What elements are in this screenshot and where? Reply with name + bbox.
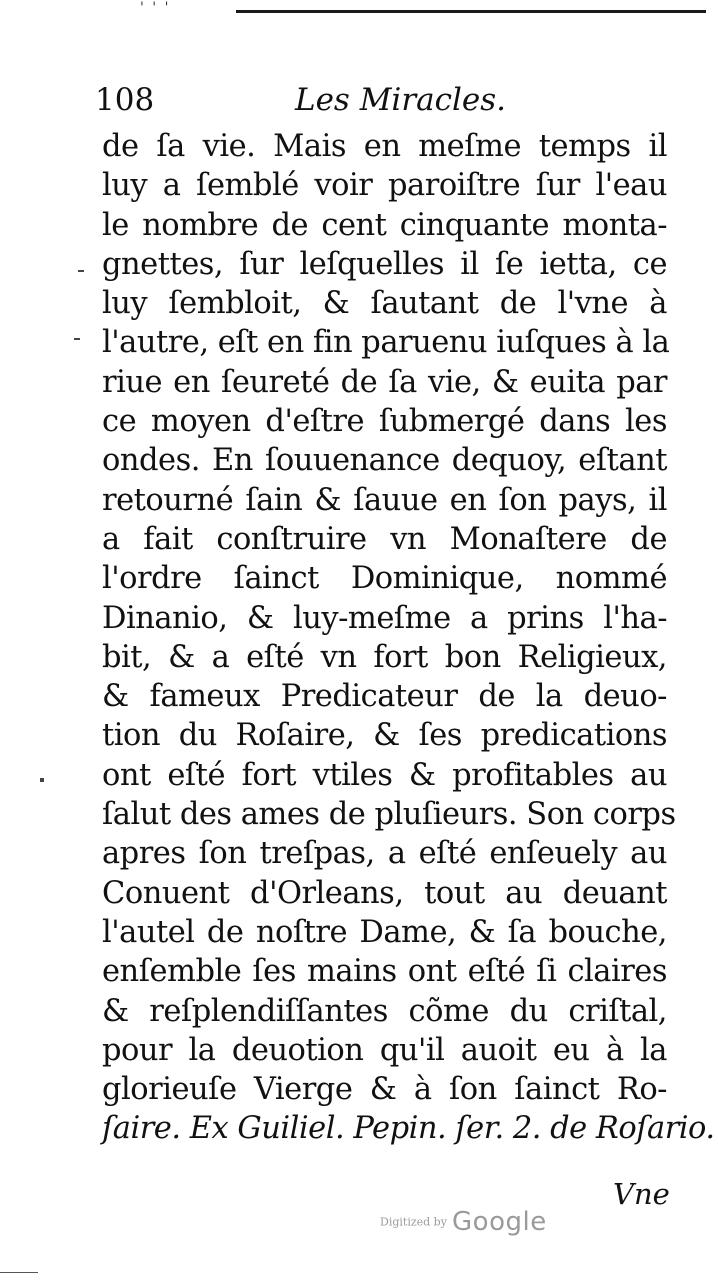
body-text bbox=[102, 127, 715, 1149]
text-line: ondes. En ſouuenance dequoy, eſtant bbox=[102, 443, 667, 479]
text-line: l'ordre ſainct Dominique, nommé bbox=[102, 561, 667, 597]
text-line: a fait conſtruire vn Monaſtere de bbox=[102, 521, 667, 557]
text-line: enſemble ſes mains ont eſté ſi claires bbox=[102, 954, 667, 990]
text-line: Dinanio, & luy-meſme a prins l'ha- bbox=[102, 600, 667, 636]
text-line: & fameux Predicateur de la deuo- bbox=[102, 679, 667, 715]
text-line: pour la deuotion qu'il auoit eu à la bbox=[102, 1032, 667, 1068]
top-rule bbox=[236, 10, 706, 13]
watermark-prefix: Digitized by bbox=[380, 1215, 447, 1229]
text-line: ce moyen d'eſtre ſubmergé dans les bbox=[102, 404, 667, 440]
text-line: l'autel de noſtre Dame, & ſa bouche, bbox=[102, 914, 667, 950]
text-line: de ſa vie. Mais en meſme temps il bbox=[102, 129, 667, 164]
text-line: retourné ſain & ſauue en ſon pays, il bbox=[102, 482, 667, 518]
top-specks: ' ' ' bbox=[140, 0, 171, 16]
text-line: ont eſté fort vtiles & profitables au bbox=[102, 757, 667, 793]
text-line: l'autre, eſt en fin paruenu iuſques à la bbox=[102, 325, 670, 361]
text-line: luy ſembloit, & ſautant de l'vne à bbox=[102, 286, 667, 322]
text-line: Conuent d'Orleans, tout au deuant bbox=[102, 875, 667, 911]
google-watermark bbox=[380, 1207, 547, 1237]
margin-speck bbox=[40, 778, 44, 782]
header-title: Les Miracles. bbox=[295, 82, 507, 118]
catchword: Vne bbox=[613, 1177, 670, 1211]
text-line: gnettes, ſur leſquelles il ſe ietta, ce bbox=[102, 246, 667, 282]
text-line: riue en ſeureté de ſa vie, & euita par bbox=[102, 364, 667, 400]
text-line: luy a ſemblé voir paroiſtre ſur l'eau bbox=[102, 168, 667, 204]
text-line: tion du Roſaire, & ſes predications bbox=[102, 718, 667, 754]
bottom-edge-line bbox=[0, 1272, 38, 1273]
page-number: 108 bbox=[95, 82, 155, 118]
running-head bbox=[95, 82, 675, 128]
margin-speck bbox=[74, 338, 80, 340]
text-line: bit, & a eſté vn fort bon Religieux, bbox=[102, 639, 667, 675]
google-logo: Google bbox=[452, 1207, 547, 1237]
text-line: le nombre de cent cinquante monta- bbox=[102, 207, 667, 243]
text-line: apres ſon treſpas, a eſté enſeuely au bbox=[102, 836, 667, 872]
text-line: glorieuſe Vierge & à ſon ſainct Ro- bbox=[102, 1072, 667, 1108]
margin-speck bbox=[78, 270, 84, 272]
citation-line: ſaire. Ex Guiliel. Pepin. ſer. 2. de Roſario. bbox=[102, 1111, 715, 1147]
text-line: ſalut des ames de pluſieurs. Son corps bbox=[102, 797, 676, 833]
text-line: & reſplendiſſantes cõme du criſtal, bbox=[102, 993, 667, 1029]
